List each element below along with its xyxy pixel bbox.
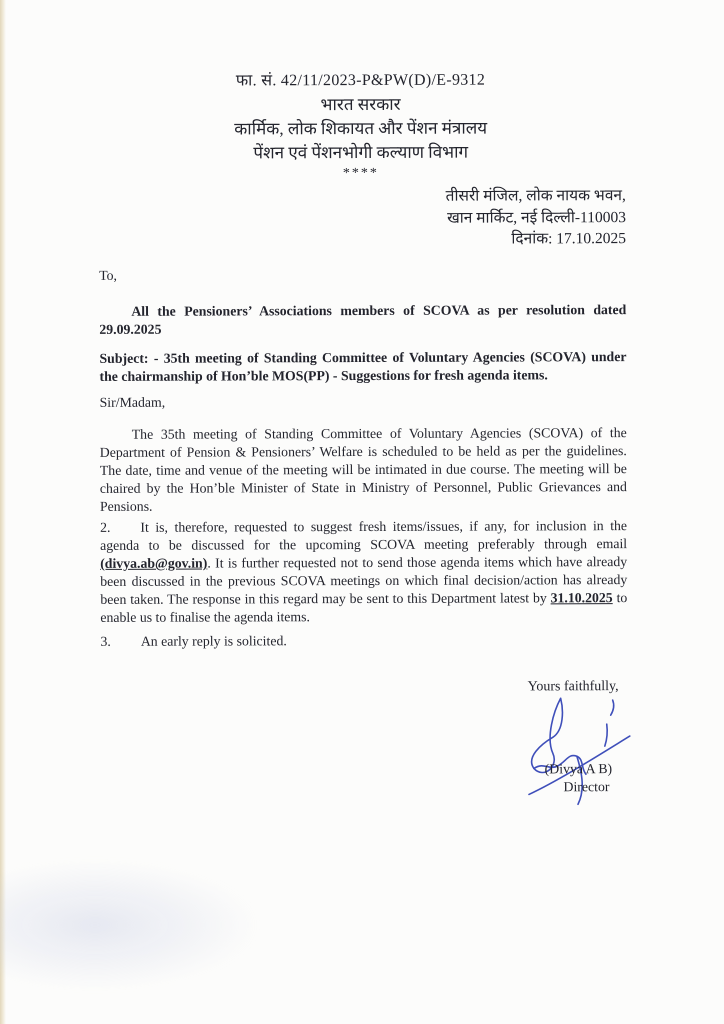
addressee-line: All the Pensioners’ Associations members of SCOVA as per resolution dated 29.09.2025 bbox=[99, 302, 627, 337]
address-line-1: तीसरी मंजिल, लोक नायक भवन, bbox=[445, 187, 626, 205]
signatory-name: (Divya A B) bbox=[544, 761, 613, 777]
date-line: दिनांक: 17.10.2025 bbox=[511, 230, 627, 248]
department-line: पेंशन एवं पेंशनभोगी कल्याण विभाग bbox=[253, 142, 469, 163]
signatory-designation: Director bbox=[563, 779, 610, 795]
subject-line: Subject: - 35th meeting of Standing Committee of Voluntary Agencies (SCOVA) under the chairmanship of Hon’ble MOS(PP) - Suggestions for fresh agenda items. bbox=[99, 349, 627, 384]
government-line: भारत सरकार bbox=[320, 94, 401, 115]
ministry-line: कार्मिक, लोक शिकायत और पेंशन मंत्रालय bbox=[234, 118, 488, 139]
paragraph-2 bbox=[100, 517, 627, 627]
file-number: फा. सं. 42/11/2023-P&PW(D)/E-9312 bbox=[235, 71, 486, 90]
paragraph-3-text: An early reply is solicited. bbox=[140, 633, 287, 649]
deadline-date: 31.10.2025 bbox=[550, 590, 613, 606]
sender-address-block bbox=[446, 185, 627, 250]
paragraph-3-number: 3. bbox=[100, 633, 111, 649]
paragraph-2-text-c: to enable us to finalise the agenda items. bbox=[100, 590, 628, 625]
letter-body bbox=[99, 265, 627, 651]
paragraph-2-text-a: It is, therefore, requested to suggest fresh items/issues, if any, for inclusion in the agenda to be discussed for the upcoming SCOVA meeting preferably through email bbox=[100, 518, 628, 553]
paragraph-3 bbox=[100, 631, 627, 651]
closing-line: Yours faithfully, bbox=[527, 679, 619, 695]
to-label: To, bbox=[99, 267, 118, 283]
separator-stars: **** bbox=[342, 165, 379, 182]
letterhead bbox=[0, 68, 723, 185]
address-line-2: खान मार्किट, नई दिल्ली-110003 bbox=[447, 208, 627, 227]
paragraph-1: The 35th meeting of Standing Committee of Voluntary Agencies (SCOVA) of the Department of Pension & Pensioners’ Welfare is scheduled to be held as per the guidelines. The date, time and venue of the meeting will be intimated in due course. The meeting will be chaired by the Hon’ble Minister of State in Ministry of Personnel, Public Grievances and Pensions. bbox=[99, 425, 627, 514]
signature-block bbox=[506, 760, 651, 797]
email-address: (divya.ab@gov.in) bbox=[100, 555, 208, 571]
paragraph-2-number: 2. bbox=[100, 519, 111, 535]
greeting: Sir/Madam, bbox=[99, 394, 166, 410]
paragraph-2-text-b: . It is further requested not to send those agenda items which have already been discussed in the previous SCOVA meetings on which final decision/action has already been taken. The response in this regard may be sent to this Department latest by bbox=[100, 554, 628, 607]
